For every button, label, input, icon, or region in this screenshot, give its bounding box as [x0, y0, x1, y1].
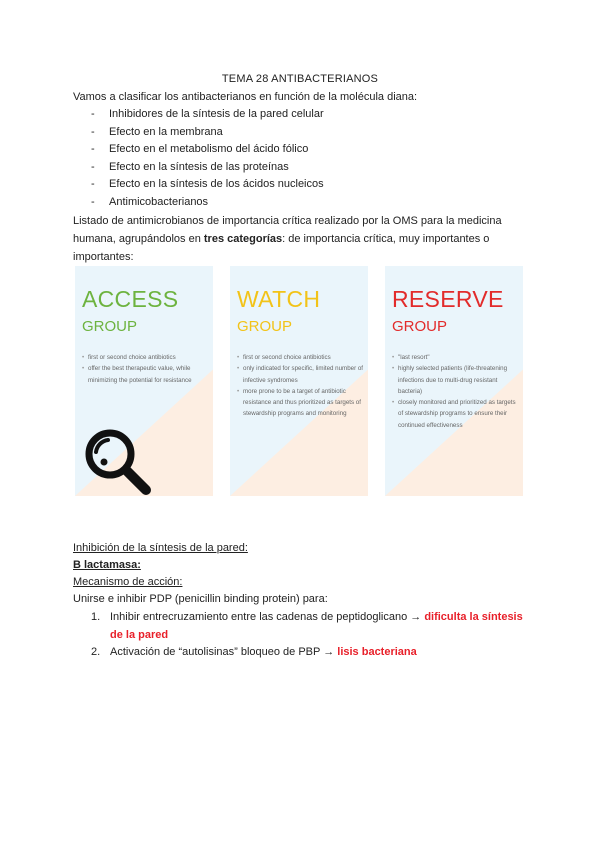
card-point: • "last resort"	[392, 352, 520, 363]
card-points	[392, 352, 520, 431]
step-highlight: lisis bacteriana	[337, 646, 417, 658]
paragraph-text-end: : de importancia crítica, muy importantes o importantes:	[73, 233, 490, 263]
card-points	[237, 352, 365, 420]
mechanism-heading: Mecanismo de acción:	[73, 576, 183, 588]
card-title: RESERVE	[392, 286, 504, 312]
aware-classification-figure	[75, 266, 523, 496]
list-item: - Inhibidores de la síntesis de la pared celular	[91, 106, 324, 124]
access-group-card	[75, 266, 213, 496]
card-title: WATCH	[237, 286, 321, 312]
list-item: - Efecto en el metabolismo del ácido fólico	[91, 141, 324, 159]
card-title: ACCESS	[82, 286, 179, 312]
list-item	[91, 644, 531, 662]
intro-text: Vamos a clasificar los antibacterianos en función de la molécula diana:	[73, 91, 418, 103]
card-group-label: GROUP	[237, 318, 293, 335]
step-number: 1.	[91, 611, 101, 623]
list-item: - Efecto en la síntesis de las proteínas	[91, 159, 324, 177]
card-point: • more prone to be a target of antibiotic resistance and thus prioritized as targets of stewardship programs and monitoring	[237, 386, 365, 420]
section-heading: Inhibición de la síntesis de la pared:	[73, 542, 248, 554]
card-points	[82, 352, 210, 386]
card-point: • highly selected patients (life-threatening infections due to multi-drug resistant bacteria)	[392, 363, 520, 397]
list-item: - Efecto en la síntesis de los ácidos nucleicos	[91, 176, 324, 194]
document-title: TEMA 28 ANTIBACTERIANOS	[221, 73, 379, 85]
card-point: • offer the best therapeutic value, while minimizing the potential for resistance	[82, 363, 210, 386]
card-point: • first or second choice antibiotics	[82, 352, 210, 363]
step-text: Inhibir entrecruzamiento entre las cadenas de peptidoglicano →	[110, 611, 425, 623]
list-item: - Efecto en la membrana	[91, 124, 324, 142]
paragraph-bold: tres categorías	[203, 233, 283, 245]
card-group-label: GROUP	[392, 318, 448, 335]
step-number: 2.	[91, 646, 101, 658]
target-list	[91, 106, 324, 212]
reserve-group-card	[385, 266, 523, 496]
card-point: • closely monitored and prioritized as targets of stewardship programs to ensure their continued effectiveness	[392, 397, 520, 431]
card-group-label: GROUP	[82, 318, 138, 335]
paragraph-text: Listado de antimicrobianos de importancia crítica realizado por la OMS para la medicina humana, agrupándolos en	[73, 215, 502, 245]
magnifying-glass-icon	[80, 424, 160, 496]
card-point: • first or second choice antibiotics	[237, 352, 365, 363]
mechanism-steps	[91, 609, 531, 662]
list-item: - Antimicobacterianos	[91, 194, 324, 212]
card-point: • only indicated for specific, limited number of infective syndromes	[237, 363, 365, 386]
list-item	[91, 609, 531, 644]
mechanism-lead: Unirse e inhibir PDP (penicillin binding protein) para:	[73, 593, 328, 605]
step-text: Activación de “autolisinas” bloqueo de PBP →	[110, 646, 338, 658]
section-subheading: B lactamasa:	[73, 559, 141, 571]
step-highlight: dificulta la síntesis de la pared	[110, 611, 523, 641]
watch-group-card	[230, 266, 368, 496]
oms-paragraph	[73, 212, 533, 266]
